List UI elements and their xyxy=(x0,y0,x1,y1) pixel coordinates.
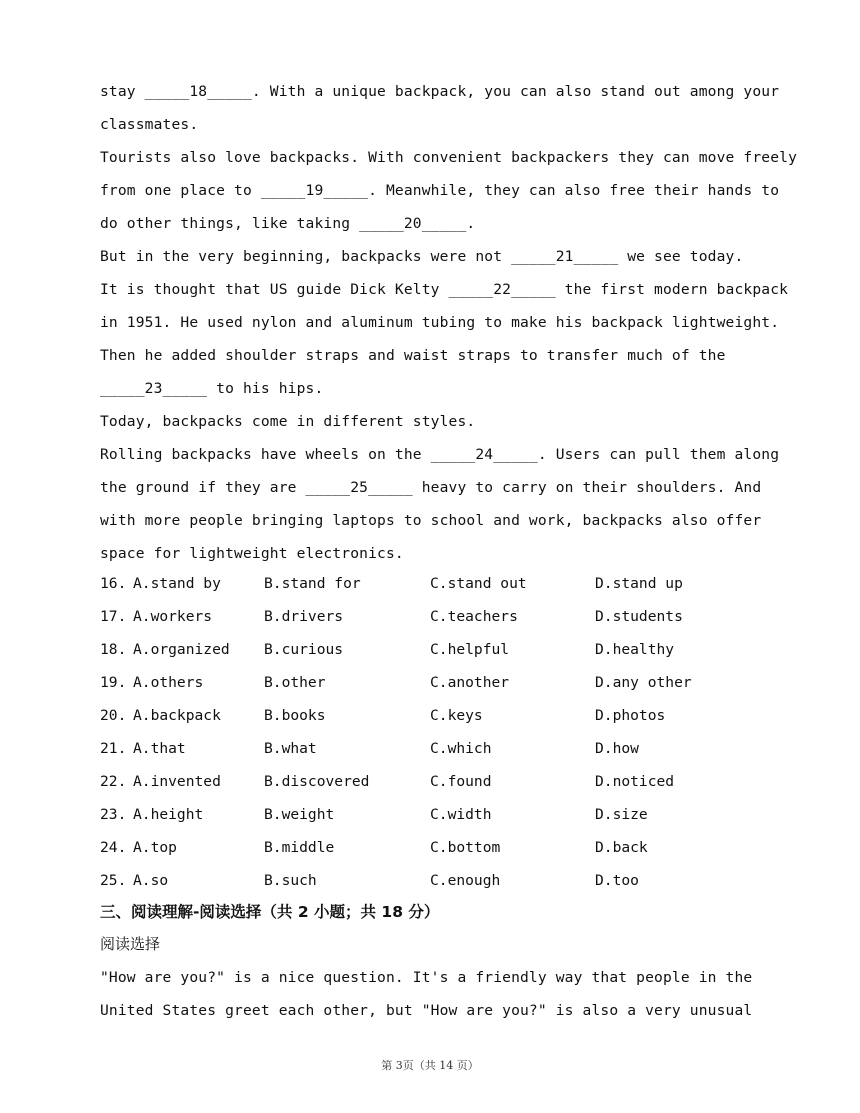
section-subheading: 阅读选择 xyxy=(100,935,161,953)
option-d: D.how xyxy=(595,740,639,757)
option-b: B.curious xyxy=(264,641,344,658)
option-c: C.bottom xyxy=(430,839,501,856)
option-c: C.stand out xyxy=(430,575,527,592)
passage-text xyxy=(100,75,800,570)
option-a: A.stand by xyxy=(133,575,221,592)
option-a: A.top xyxy=(133,839,177,856)
text-line: space for lightweight electronics. xyxy=(100,545,404,562)
question-number: 23. xyxy=(100,806,127,823)
section-heading: 三、阅读理解-阅读选择（共 2 小题；共 18 分） xyxy=(100,903,440,921)
text-line: with more people bringing laptops to school and work, backpacks also offer xyxy=(100,512,762,529)
text-line: But in the very beginning, backpacks were not _____21_____ we see today. xyxy=(100,248,744,265)
option-b: B.middle xyxy=(264,839,335,856)
page-footer: 第 3页（共 14 页） xyxy=(381,1059,479,1072)
question-number: 21. xyxy=(100,740,127,757)
option-b: B.discovered xyxy=(264,773,370,790)
reading-passage-text xyxy=(100,961,800,1027)
option-d: D.too xyxy=(595,872,639,889)
option-c: C.enough xyxy=(430,872,501,889)
question-row xyxy=(100,765,800,798)
option-a: A.invented xyxy=(133,773,221,790)
question-number: 16. xyxy=(100,575,127,592)
text-line: United States greet each other, but "How are you?" is also a very unusual xyxy=(100,1002,753,1019)
option-c: C.found xyxy=(430,773,492,790)
option-d: D.stand up xyxy=(595,575,683,592)
option-d: D.photos xyxy=(595,707,666,724)
question-row xyxy=(100,600,800,633)
question-number: 19. xyxy=(100,674,127,691)
option-c: C.teachers xyxy=(430,608,518,625)
option-c: C.another xyxy=(430,674,510,691)
text-line: do other things, like taking _____20_____. xyxy=(100,215,476,232)
option-c: C.which xyxy=(430,740,492,757)
option-a: A.workers xyxy=(133,608,213,625)
options-list xyxy=(100,567,800,897)
text-line: stay _____18_____. With a unique backpack, you can also stand out among your xyxy=(100,83,780,100)
text-line: Then he added shoulder straps and waist straps to transfer much of the xyxy=(100,347,726,364)
option-b: B.drivers xyxy=(264,608,344,625)
question-number: 17. xyxy=(100,608,127,625)
option-b: B.such xyxy=(264,872,317,889)
text-line: "How are you?" is a nice question. It's a friendly way that people in the xyxy=(100,969,753,986)
option-a: A.backpack xyxy=(133,707,221,724)
option-d: D.students xyxy=(595,608,683,625)
option-b: B.books xyxy=(264,707,326,724)
question-row xyxy=(100,732,800,765)
option-b: B.weight xyxy=(264,806,335,823)
question-number: 25. xyxy=(100,872,127,889)
question-row xyxy=(100,798,800,831)
text-line: from one place to _____19_____. Meanwhile, they can also free their hands to xyxy=(100,182,780,199)
option-a: A.others xyxy=(133,674,204,691)
question-number: 20. xyxy=(100,707,127,724)
text-line: in 1951. He used nylon and aluminum tubing to make his backpack lightweight. xyxy=(100,314,780,331)
question-row xyxy=(100,831,800,864)
option-c: C.helpful xyxy=(430,641,510,658)
text-line: classmates. xyxy=(100,116,199,133)
question-row xyxy=(100,567,800,600)
option-a: A.so xyxy=(133,872,169,889)
option-b: B.what xyxy=(264,740,317,757)
text-line: the ground if they are _____25_____ heavy to carry on their shoulders. And xyxy=(100,479,762,496)
question-row xyxy=(100,864,800,897)
option-d: D.size xyxy=(595,806,648,823)
option-d: D.noticed xyxy=(595,773,675,790)
option-b: B.stand for xyxy=(264,575,361,592)
option-a: A.height xyxy=(133,806,204,823)
option-c: C.keys xyxy=(430,707,483,724)
text-line: It is thought that US guide Dick Kelty _____22_____ the first modern backpack xyxy=(100,281,789,298)
question-row xyxy=(100,699,800,732)
text-line: _____23_____ to his hips. xyxy=(100,380,324,397)
question-number: 24. xyxy=(100,839,127,856)
option-d: D.back xyxy=(595,839,648,856)
option-d: D.healthy xyxy=(595,641,675,658)
question-number: 22. xyxy=(100,773,127,790)
option-d: D.any other xyxy=(595,674,692,691)
question-row xyxy=(100,633,800,666)
option-a: A.organized xyxy=(133,641,230,658)
text-line: Tourists also love backpacks. With convenient backpackers they can move freely xyxy=(100,149,798,166)
question-number: 18. xyxy=(100,641,127,658)
option-a: A.that xyxy=(133,740,186,757)
option-b: B.other xyxy=(264,674,326,691)
text-line: Today, backpacks come in different styles. xyxy=(100,413,476,430)
text-line: Rolling backpacks have wheels on the _____24_____. Users can pull them along xyxy=(100,446,780,463)
option-c: C.width xyxy=(430,806,492,823)
question-row xyxy=(100,666,800,699)
